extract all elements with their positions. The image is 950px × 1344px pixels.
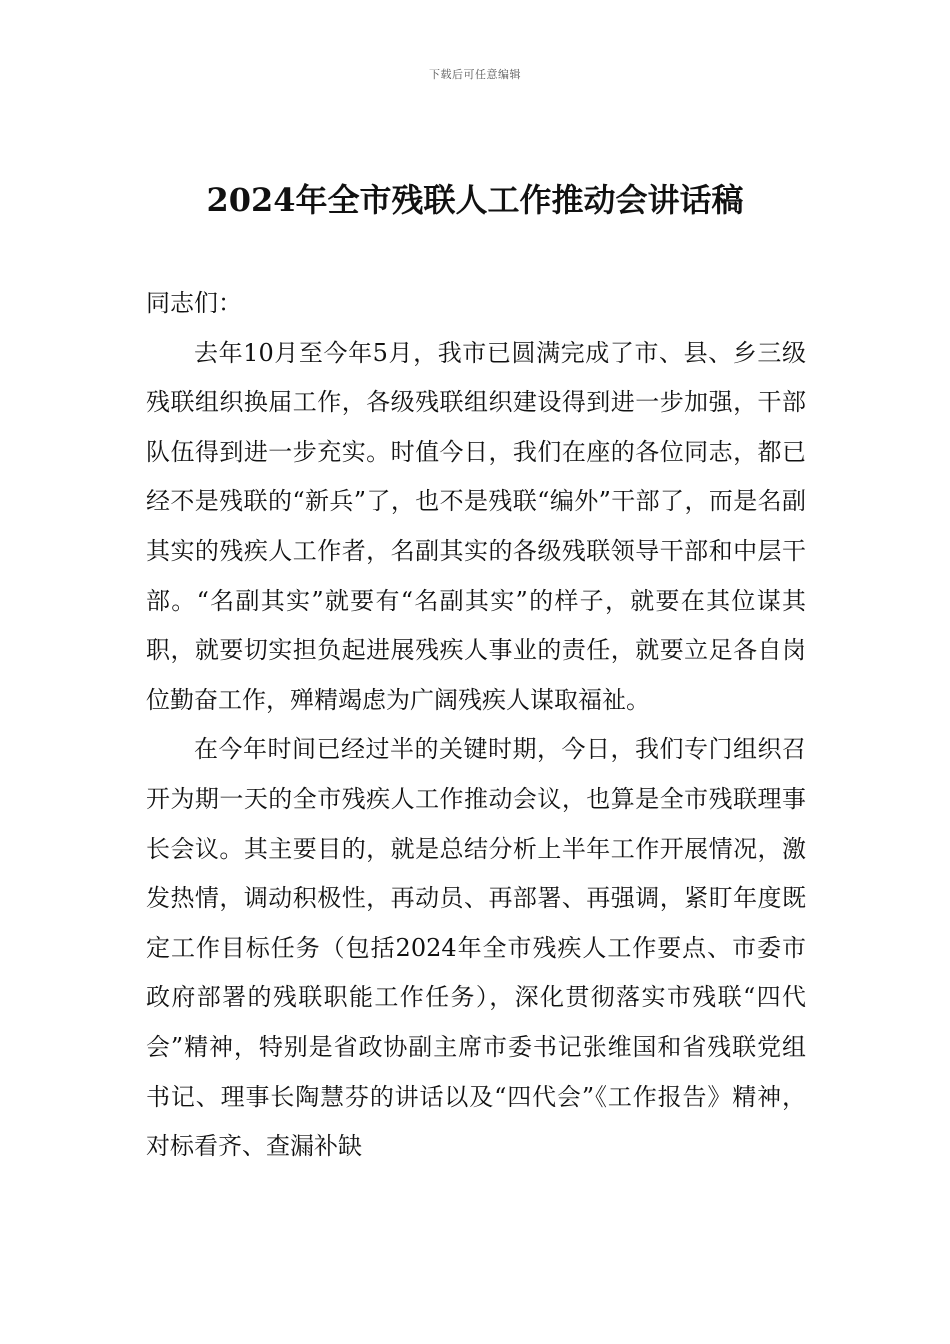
header-note: 下载后可任意编辑 xyxy=(429,68,521,81)
document-title: 2024年全市残联人工作推动会讲话稿 xyxy=(206,181,744,219)
paragraph-2: 在今年时间已经过半的关键时期，今日，我们专门组织召开为期一天的全市残疾人工作推动会议，也算是全市残联理事长会议。其主要目的，就是总结分析上半年工作开展情况，激发热情，调动积极性，再动员、再部署、再强调，紧盯年度既定工作目标任务（包括2024年全市残疾人工作要点、市委市政府部署的残联职能工作任务），深化贯彻落实市残联“四代会”精神，特别是省政协副主席市委书记张维国和省残联党组书记、理事长陶慧芬的讲话以及“四代会”《工作报告》精神，对标看齐、查漏补缺 xyxy=(146,735,806,1161)
paragraph-1: 去年10月至今年5月，我市已圆满完成了市、县、乡三级残联组织换届工作，各级残联组织建设得到进一步加强，干部队伍得到进一步充实。时值今日，我们在座的各位同志，都已经不是残联的“新兵”了，也不是残联“编外”干部了，而是名副其实的残疾人工作者，名副其实的各级残联领导干部和中层干部。“名副其实”就要有“名副其实”的样子，就要在其位谋其职，就要切实担负起进展残疾人事业的责任，就要立足各自岗位勤奋工作，殚精竭虑为广阔残疾人谋取福祉。 xyxy=(146,338,806,714)
document-body xyxy=(146,279,806,1172)
salutation: 同志们： xyxy=(146,289,242,317)
